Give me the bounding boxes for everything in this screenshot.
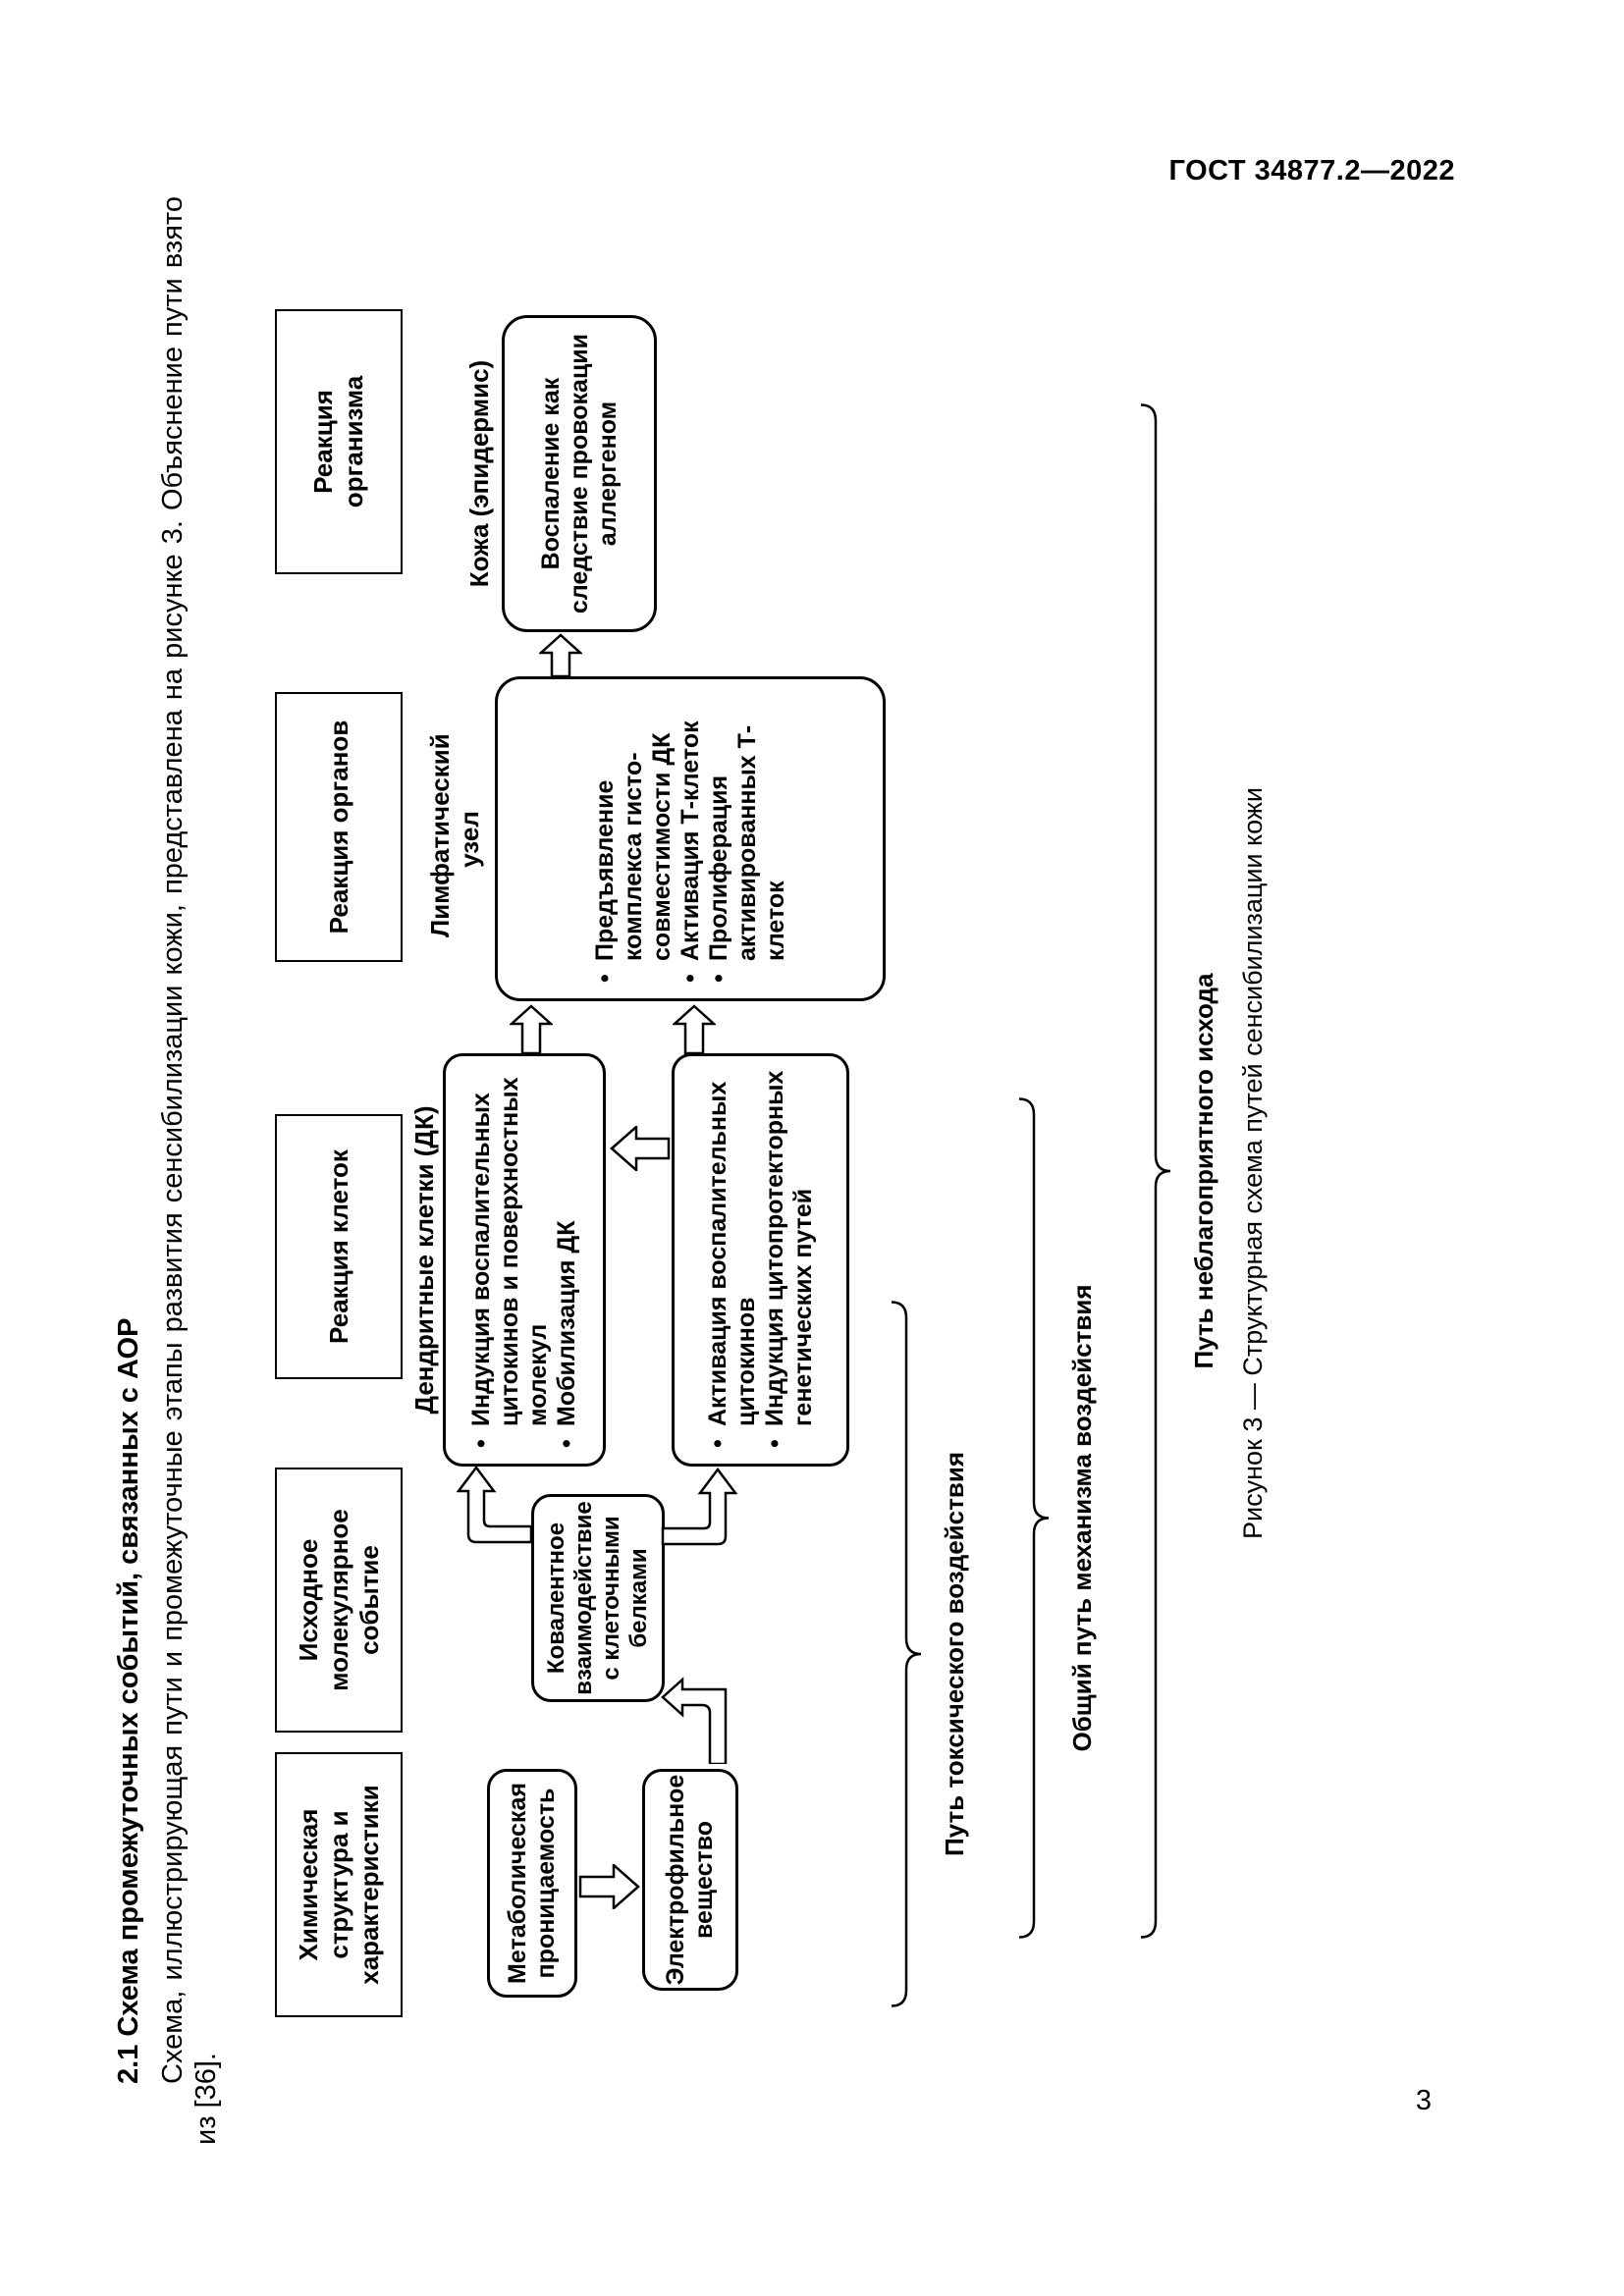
arrow-right-icon (673, 1004, 716, 1055)
doc-code-header: ГОСТ 34877.2—2022 (1168, 155, 1455, 187)
section-heading: 2.1 Схема промежуточных событий, связанных с АОР (113, 1317, 144, 2084)
label-dendritic-cells: Дендритные клетки (ДК) (409, 1105, 439, 1415)
stage-header-text: Реакция организма (308, 375, 368, 508)
stage-header-text: Исходное молекулярное событие (293, 1509, 384, 1691)
arrow-down-icon (578, 1864, 641, 1909)
box-text: Ковалентное взаимодействие с клеточными белками (543, 1501, 652, 1695)
bullet-text: • Индукция цитопротекторных генетических путей (760, 1070, 817, 1426)
box-covalent-interaction (531, 1494, 665, 1702)
figure-caption: Рисунок 3 — Структурная схема путей сенсибилизации кожи (1238, 787, 1268, 1539)
bullet-text: • Мобилизация ДК (553, 1220, 580, 1426)
box-cytokine-activation (672, 1053, 849, 1467)
box-dendritic-cells (443, 1053, 606, 1467)
box-text: Метаболическая проницаемость (504, 1783, 560, 1984)
rotated-page-content (111, 182, 1279, 2145)
curved-arrow-up-icon (661, 1666, 737, 1764)
stage-header-organ-response (275, 692, 403, 962)
box-lymph-node (495, 676, 886, 1001)
curly-brace-icon (1018, 1097, 1052, 1939)
arrow-right-icon (539, 633, 582, 678)
bullet-line (705, 691, 790, 983)
curved-arrow-right-icon (457, 1466, 533, 1548)
label-toxic-pathway: Путь токсического воздействия (940, 1452, 969, 1856)
bullet-text: • Предъявление комплекса гисто-совместимости ДК (590, 732, 676, 961)
label-skin-epidermis: Кожа (эпидермис) (464, 359, 494, 588)
stage-header-chemical-structure (275, 1752, 403, 2017)
curved-arrow-right-icon (661, 1468, 737, 1550)
curly-brace-icon (891, 1301, 924, 2007)
arrow-up-icon (610, 1126, 671, 1171)
stage-header-text: Реакция органов (323, 720, 353, 934)
bullet-line (761, 1068, 818, 1448)
bullet-line (677, 691, 705, 983)
bullet-line (467, 1068, 553, 1448)
label-adverse-pathway: Путь неблагоприятного исхода (1189, 973, 1218, 1369)
stage-header-organism-response (275, 309, 403, 574)
section-paragraph: Схема, иллюстрирующая пути и промежуточные этапы развития сенсибилизации кожи, представлена на рисунке 3. Объяснение пути взято из [36]. (157, 196, 222, 2145)
box-text: Электрофильное вещество (662, 1774, 718, 1986)
bullet-text: • Активация Т-клеток (676, 721, 704, 961)
bullet-line (704, 1068, 761, 1448)
stage-header-text: Реакция клеток (323, 1149, 353, 1344)
bullet-line (591, 691, 677, 983)
box-skin-inflammation (502, 315, 657, 632)
bullet-line (553, 1068, 581, 1448)
box-electrophilic-substance (642, 1769, 738, 1991)
box-metabolic-permeability (487, 1769, 577, 1998)
label-common-pathway: Общий путь механизма воздействия (1067, 1284, 1097, 1752)
stage-header-cell-response (275, 1114, 403, 1379)
curly-brace-icon (1140, 403, 1173, 1939)
figure-3-diagram (162, 182, 1281, 2145)
stage-header-molecular-event (275, 1468, 403, 1733)
arrow-right-icon (510, 1004, 553, 1055)
bullet-text: • Пролиферация активированных Т-клеток (704, 724, 789, 961)
box-text: Воспаление как следствие провокации аллергеном (536, 333, 622, 614)
bullet-text: • Активация воспалительных цитокинов (703, 1081, 760, 1426)
label-lymph-node: Лимфатический узел (425, 733, 484, 937)
bullet-text: • Индукция воспалительных цитокинов и поверхностных молекул (467, 1077, 552, 1426)
page-number: 3 (1415, 2085, 1432, 2116)
stage-header-text: Химическая структура и характеристики (293, 1785, 384, 1985)
